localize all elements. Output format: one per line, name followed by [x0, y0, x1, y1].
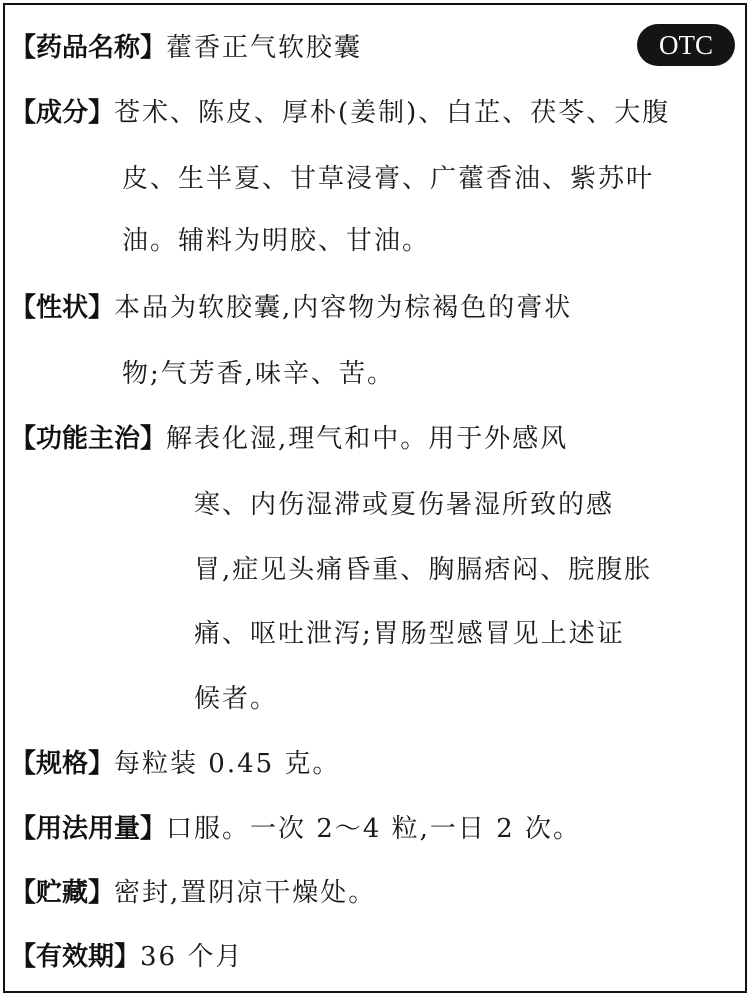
section-content: [194, 473, 652, 731]
section-drug-name: [10, 17, 362, 79]
section-specification: [10, 733, 340, 795]
content-line: 口服。一次 2～4 粒,一日 2 次。: [166, 814, 581, 844]
section-ingredients: [10, 82, 670, 144]
section-label: 【功能主治】: [10, 424, 167, 454]
section-label: 【有效期】: [10, 942, 141, 972]
content-line: 物;气芳香,味辛、苦。: [122, 359, 396, 389]
content-line: 冒,症见头痛昏重、胸膈痞闷、脘腹胀: [194, 554, 653, 585]
section-content: [114, 277, 572, 339]
section-content: [140, 926, 243, 988]
section-content: [166, 408, 568, 470]
section-description-cont: [122, 343, 395, 405]
section-dosage: [10, 798, 581, 860]
section-description: [10, 277, 572, 339]
section-label: 【贮藏】: [10, 878, 115, 908]
section-content: [122, 148, 654, 272]
content-line: 本品为软胶囊,内容物为棕褐色的膏状: [114, 293, 573, 323]
section-indications: [10, 408, 568, 470]
content-line: 候者。: [194, 683, 279, 714]
section-label: 【用法用量】: [10, 814, 167, 844]
content-line: 密封,置阴凉干燥处。: [114, 878, 377, 908]
section-expiry: [10, 926, 243, 988]
content-line: 解表化湿,理气和中。用于外感风: [166, 424, 569, 454]
content-line: 油。辅料为明胶、甘油。: [122, 226, 431, 256]
section-content: [114, 733, 340, 795]
content-line: 每粒装 0.45 克。: [114, 749, 341, 779]
section-content: [114, 82, 670, 144]
content-line: 皮、生半夏、甘草浸膏、广藿香油、紫苏叶: [122, 164, 655, 194]
section-content: [166, 17, 362, 79]
content-line: 寒、内伤湿滞或夏伤暑湿所致的感: [194, 490, 615, 520]
section-content: [122, 343, 395, 405]
section-label: 【成分】: [10, 98, 115, 128]
section-content: [114, 862, 376, 924]
content-line: 36 个月: [140, 942, 244, 972]
content-line: 苍术、陈皮、厚朴(姜制)、白芷、茯苓、大腹: [114, 98, 671, 128]
section-content: [166, 798, 581, 860]
section-label: 【规格】: [10, 749, 115, 779]
section-label: 【性状】: [10, 293, 115, 323]
section-storage: [10, 862, 376, 924]
section-indications-cont: [194, 473, 652, 731]
section-label: 【药品名称】: [10, 33, 167, 63]
content-line: 痛、呕吐泄泻;胃肠型感冒见上述证: [194, 619, 625, 649]
section-ingredients-cont: [122, 148, 654, 272]
otc-badge: OTC: [637, 24, 735, 66]
content-line: 藿香正气软胶囊: [166, 33, 363, 63]
